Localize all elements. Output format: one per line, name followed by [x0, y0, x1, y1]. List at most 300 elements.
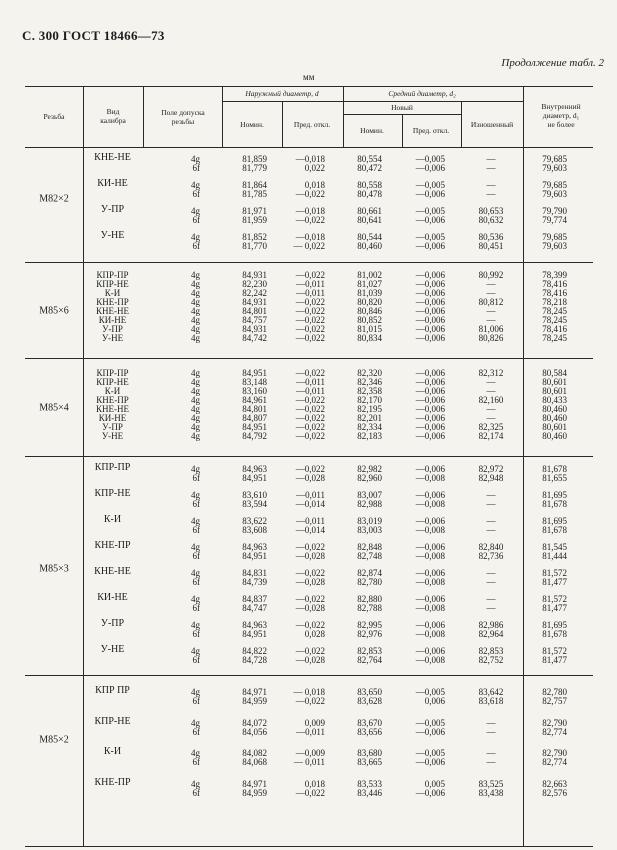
- cell-value: —0,022: [295, 215, 325, 225]
- cell-value: 80,641: [357, 215, 382, 225]
- cell-value: —0,006: [415, 431, 445, 441]
- cell-izn: [465, 369, 517, 441]
- cell-value: 83,160: [242, 386, 267, 396]
- cell-value: 80,460: [542, 413, 567, 423]
- cell-value: —: [486, 377, 496, 387]
- cell-value: 84,951: [242, 368, 267, 378]
- cell-value: —0,006: [415, 163, 445, 173]
- cell-value: 82,964: [478, 629, 504, 639]
- cell-value: — 0,018: [293, 687, 325, 697]
- unit-label: мм: [303, 72, 315, 82]
- cell-value: —: [486, 189, 496, 199]
- cell-value: 6f: [192, 189, 200, 199]
- cell-value: 4g: [191, 490, 200, 500]
- thread-label: М85×4: [39, 402, 69, 414]
- header-novy: Новый: [391, 103, 413, 112]
- cell-tol: [145, 369, 200, 441]
- cell-value: 81,852: [242, 232, 267, 242]
- cell-nom2: [340, 465, 382, 483]
- cell-value: —: [486, 727, 496, 737]
- cell-nom2: [340, 233, 382, 251]
- cell-value: 82,988: [357, 499, 382, 509]
- cell-value: 6f: [192, 696, 200, 706]
- cell-tol: [145, 543, 200, 561]
- cell-nom1: [225, 155, 267, 173]
- cell-value: 84,837: [242, 594, 267, 604]
- cell-value: —0,022: [295, 404, 325, 414]
- cell-value: 6f: [192, 241, 200, 251]
- cell-value: 4g: [191, 333, 200, 343]
- cell-value: 80,601: [542, 386, 567, 396]
- cell-value: —0,018: [295, 206, 325, 216]
- cell-value: 83,533: [357, 779, 382, 789]
- cell-value: 78,218: [542, 297, 567, 307]
- cell-value: 83,594: [242, 499, 267, 509]
- cell-value: 4g: [191, 279, 200, 289]
- cell-dev2: [400, 491, 445, 509]
- cell-tol: [145, 780, 200, 798]
- cell-value: 4g: [191, 687, 200, 697]
- cell-value: КНЕ-ПР: [96, 395, 129, 405]
- cell-dev1: [280, 719, 325, 737]
- cell-value: 81,477: [542, 655, 567, 665]
- cell-value: —0,006: [415, 306, 445, 316]
- cell-value: —0,022: [295, 568, 325, 578]
- cell-value: 82,748: [357, 551, 382, 561]
- cell-vnu: [525, 491, 567, 509]
- cell-value: 80,601: [542, 377, 567, 387]
- cell-value: 81,770: [242, 241, 267, 251]
- cell-value: 4g: [191, 404, 200, 414]
- cell-value: 84,742: [242, 333, 267, 343]
- cell-value: —0,006: [415, 413, 445, 423]
- cell-vnu: [525, 647, 567, 665]
- cell-value: 83,003: [357, 525, 382, 535]
- cell-nom2: [340, 621, 382, 639]
- cell-value: 84,931: [242, 270, 267, 280]
- cell-value: 80,460: [542, 404, 567, 414]
- cell-nom1: [225, 181, 267, 199]
- cell-value: КНЕ-НЕ: [94, 152, 131, 163]
- cell-value: —: [486, 499, 496, 509]
- cell-value: 82,663: [542, 779, 567, 789]
- cell-value: 78,245: [542, 306, 567, 316]
- cell-value: 4g: [191, 395, 200, 405]
- cell-value: 4g: [191, 413, 200, 423]
- cell-value: 82,242: [242, 288, 267, 298]
- cell-vnu: [525, 780, 567, 798]
- cell-value: КНЕ-НЕ: [96, 404, 129, 414]
- header-rezba: Резьба: [43, 112, 65, 121]
- cell-value: 82,230: [242, 279, 267, 289]
- cell-dev2: [400, 543, 445, 561]
- cell-value: 83,622: [242, 516, 267, 526]
- cell-value: —0,022: [295, 646, 325, 656]
- section-border: [25, 675, 593, 676]
- col-divider-nar-dev: [282, 101, 283, 148]
- cell-value: 82,960: [357, 473, 382, 483]
- cell-value: —0,005: [415, 748, 445, 758]
- cell-value: 79,603: [542, 163, 567, 173]
- cell-value: 83,438: [478, 788, 504, 798]
- cell-value: 84,961: [242, 395, 267, 405]
- cell-value: 4g: [191, 306, 200, 316]
- cell-kalibr: [85, 515, 140, 524]
- cell-kalibr: [85, 541, 140, 550]
- cell-nom2: [340, 543, 382, 561]
- cell-value: 80,460: [357, 241, 382, 251]
- cell-value: К-И: [104, 386, 121, 396]
- cell-value: —0,028: [295, 603, 325, 613]
- cell-value: 80,812: [478, 297, 504, 307]
- cell-vnu: [525, 369, 567, 441]
- cell-value: 81,678: [542, 499, 567, 509]
- cell-value: 6f: [192, 473, 200, 483]
- cell-value: 83,019: [357, 516, 382, 526]
- cell-kalibr: [85, 463, 140, 472]
- cell-value: 4g: [191, 516, 200, 526]
- cell-value: —0,022: [295, 306, 325, 316]
- cell-nom1: [225, 465, 267, 483]
- cell-value: 0,005: [424, 779, 445, 789]
- cell-value: 84,757: [242, 315, 267, 325]
- cell-value: 83,680: [357, 748, 382, 758]
- cell-tol: [145, 207, 200, 225]
- cell-value: 84,801: [242, 306, 267, 316]
- cell-value: —0,011: [296, 516, 325, 526]
- cell-nom1: [225, 543, 267, 561]
- cell-tol: [145, 719, 200, 737]
- cell-nom1: [225, 688, 267, 706]
- cell-value: 4g: [191, 368, 200, 378]
- cell-kalibr: [85, 179, 140, 188]
- cell-value: У-НЕ: [101, 333, 124, 343]
- cell-dev2: [400, 369, 445, 441]
- cell-tol: [145, 621, 200, 639]
- cell-nom1: [225, 719, 267, 737]
- cell-izn: [465, 155, 517, 173]
- cell-value: 84,951: [242, 422, 267, 432]
- cell-value: КПР-НЕ: [94, 488, 131, 499]
- cell-value: —0,005: [415, 718, 445, 728]
- cell-value: 4g: [191, 779, 200, 789]
- cell-value: 82,346: [357, 377, 382, 387]
- cell-value: 6f: [192, 499, 200, 509]
- cell-value: —: [486, 279, 496, 289]
- cell-tol: [145, 595, 200, 613]
- cell-dev2: [400, 569, 445, 587]
- cell-nom1: [225, 749, 267, 767]
- cell-value: 80,544: [357, 232, 382, 242]
- cell-value: 81,027: [357, 279, 382, 289]
- cell-nom2: [340, 491, 382, 509]
- cell-value: 4g: [191, 464, 200, 474]
- header-izn: Изношенный: [470, 120, 514, 129]
- cell-value: 6f: [192, 551, 200, 561]
- cell-value: 6f: [192, 163, 200, 173]
- cell-nom1: [225, 233, 267, 251]
- cell-value: —0,022: [295, 413, 325, 423]
- cell-value: 4g: [191, 542, 200, 552]
- cell-value: 4g: [191, 718, 200, 728]
- cell-value: —0,006: [415, 727, 445, 737]
- cell-value: КНЕ-НЕ: [96, 306, 129, 316]
- cell-value: 81,545: [542, 542, 567, 552]
- cell-value: КНЕ-ПР: [94, 540, 131, 551]
- cell-nom1: [225, 369, 267, 441]
- cell-kalibr: [85, 231, 140, 240]
- cell-nom1: [225, 595, 267, 613]
- cell-value: —0,006: [415, 422, 445, 432]
- cell-izn: [465, 719, 517, 737]
- cell-nom2: [340, 780, 382, 798]
- cell-value: 81,859: [242, 154, 267, 164]
- cell-tol: [145, 155, 200, 173]
- cell-value: —0,008: [415, 577, 445, 587]
- cell-value: 84,747: [242, 603, 267, 613]
- cell-value: 80,846: [357, 306, 382, 316]
- cell-izn: [465, 621, 517, 639]
- thread-label: М85×2: [39, 734, 69, 746]
- cell-kalibr: [85, 747, 140, 756]
- cell-nom2: [340, 719, 382, 737]
- cell-value: —0,006: [415, 620, 445, 630]
- cell-value: 4g: [191, 620, 200, 630]
- page-header: С. 300 ГОСТ 18466—73: [22, 28, 165, 43]
- cell-vnu: [525, 595, 567, 613]
- header-sred: Средний диаметр, d₂: [388, 89, 456, 98]
- cell-value: 81,695: [542, 516, 567, 526]
- cell-value: 82,790: [542, 748, 567, 758]
- cell-izn: [465, 595, 517, 613]
- cell-value: 82,736: [478, 551, 504, 561]
- cell-value: 84,951: [242, 551, 267, 561]
- cell-value: —0,005: [415, 154, 445, 164]
- cell-dev1: [280, 271, 325, 343]
- cell-value: —0,022: [295, 395, 325, 405]
- cell-nom2: [340, 647, 382, 665]
- cell-value: —0,028: [295, 473, 325, 483]
- cell-value: —: [486, 594, 496, 604]
- cell-value: —0,009: [295, 748, 325, 758]
- cell-value: 80,632: [478, 215, 504, 225]
- cell-value: —0,006: [415, 297, 445, 307]
- cell-value: —0,006: [415, 368, 445, 378]
- col-divider-nar: [222, 86, 223, 148]
- cell-dev1: [280, 369, 325, 441]
- cell-value: —0,022: [295, 696, 325, 706]
- cell-value: КНЕ-ПР: [94, 777, 131, 788]
- cell-dev1: [280, 517, 325, 535]
- cell-value: 6f: [192, 788, 200, 798]
- cell-kalibr: [85, 778, 140, 787]
- cell-izn: [465, 491, 517, 509]
- cell-value: 80,661: [357, 206, 382, 216]
- cell-value: —0,014: [295, 499, 325, 509]
- cell-value: —0,006: [415, 279, 445, 289]
- cell-value: 81,444: [542, 551, 567, 561]
- cell-value: —0,006: [415, 270, 445, 280]
- cell-value: 79,774: [542, 215, 567, 225]
- cell-value: —0,006: [415, 288, 445, 298]
- cell-value: 6f: [192, 757, 200, 767]
- cell-value: —0,006: [415, 189, 445, 199]
- cell-value: 4g: [191, 748, 200, 758]
- cell-value: 82,848: [357, 542, 382, 552]
- cell-value: —0,028: [295, 577, 325, 587]
- cell-value: —0,005: [415, 232, 445, 242]
- cell-dev1: [280, 647, 325, 665]
- cell-tol: [145, 465, 200, 483]
- cell-dev2: [400, 719, 445, 737]
- cell-izn: [465, 647, 517, 665]
- cell-value: 78,416: [542, 279, 567, 289]
- section-border: [25, 358, 593, 359]
- cell-value: КИ-НЕ: [98, 315, 127, 325]
- cell-value: 4g: [191, 568, 200, 578]
- cell-value: 4g: [191, 154, 200, 164]
- cell-dev1: [280, 233, 325, 251]
- cell-izn: [465, 543, 517, 561]
- cell-value: КПР-ПР: [96, 368, 129, 378]
- cell-value: 81,971: [242, 206, 267, 216]
- cell-value: —: [486, 577, 496, 587]
- cell-value: 84,728: [242, 655, 267, 665]
- cell-nom1: [225, 491, 267, 509]
- cell-value: —0,022: [295, 297, 325, 307]
- cell-value: 84,801: [242, 404, 267, 414]
- cell-vnu: [525, 233, 567, 251]
- cell-dev2: [400, 749, 445, 767]
- cell-value: 82,976: [357, 629, 382, 639]
- cell-dev2: [400, 207, 445, 225]
- cell-kalibr: [85, 593, 140, 602]
- cell-value: 78,416: [542, 324, 567, 334]
- cell-value: 81,572: [542, 594, 567, 604]
- table-top-border: [25, 86, 593, 87]
- cell-value: 79,603: [542, 189, 567, 199]
- cell-tol: [145, 271, 200, 343]
- cell-value: КПР-ПР: [94, 462, 131, 473]
- cell-value: 0,028: [304, 629, 325, 639]
- cell-value: КПР-ПР: [96, 270, 129, 280]
- cell-value: 81,006: [478, 324, 504, 334]
- cell-value: КПР ПР: [95, 685, 130, 696]
- cell-value: —0,006: [415, 788, 445, 798]
- cell-nom2: [340, 369, 382, 441]
- cell-nom1: [225, 621, 267, 639]
- cell-value: 79,685: [542, 154, 567, 164]
- cell-value: 84,963: [242, 542, 267, 552]
- cell-value: 6f: [192, 603, 200, 613]
- cell-value: 84,951: [242, 629, 267, 639]
- cell-value: 80,820: [357, 297, 382, 307]
- col-divider-vnu: [523, 86, 524, 846]
- cell-dev1: [280, 595, 325, 613]
- cell-value: 82,752: [478, 655, 504, 665]
- cell-vnu: [525, 155, 567, 173]
- cell-dev2: [400, 465, 445, 483]
- cell-dev1: [280, 181, 325, 199]
- cell-value: 82,774: [542, 727, 567, 737]
- cell-value: 84,951: [242, 473, 267, 483]
- cell-value: 82,790: [542, 718, 567, 728]
- cell-value: 82,780: [357, 577, 382, 587]
- cell-value: —0,005: [415, 687, 445, 697]
- cell-value: 84,931: [242, 324, 267, 334]
- cell-value: 83,650: [357, 687, 382, 697]
- cell-value: 83,670: [357, 718, 382, 728]
- cell-value: 81,678: [542, 525, 567, 535]
- cell-value: К-И: [104, 288, 121, 298]
- cell-value: —0,011: [296, 386, 325, 396]
- cell-value: 82,201: [357, 413, 382, 423]
- cell-tol: [145, 517, 200, 535]
- cell-value: 80,554: [357, 154, 382, 164]
- cell-value: —: [486, 404, 496, 414]
- cell-value: 82,948: [478, 473, 504, 483]
- cell-value: 84,072: [242, 718, 267, 728]
- cell-value: — 0,022: [293, 241, 325, 251]
- cell-value: 82,853: [357, 646, 382, 656]
- cell-vnu: [525, 517, 567, 535]
- cell-value: 84,068: [242, 757, 267, 767]
- cell-value: У-НЕ: [101, 431, 124, 441]
- cell-value: 4g: [191, 232, 200, 242]
- cell-value: 81,572: [542, 646, 567, 656]
- cell-nom2: [340, 207, 382, 225]
- cell-value: —0,011: [296, 377, 325, 387]
- cell-value: 80,558: [357, 180, 382, 190]
- cell-dev2: [400, 233, 445, 251]
- cell-dev2: [400, 595, 445, 613]
- cell-dev2: [400, 155, 445, 173]
- cell-value: 81,959: [242, 215, 267, 225]
- cell-value: —0,028: [295, 655, 325, 665]
- cell-value: 80,834: [357, 333, 382, 343]
- cell-vnu: [525, 543, 567, 561]
- cell-value: 81,015: [357, 324, 382, 334]
- cell-izn: [465, 233, 517, 251]
- cell-value: 82,183: [357, 431, 382, 441]
- cell-value: —: [486, 490, 496, 500]
- cell-vnu: [525, 719, 567, 737]
- cell-value: —0,014: [295, 525, 325, 535]
- cell-value: —0,022: [295, 620, 325, 630]
- cell-value: 81,779: [242, 163, 267, 173]
- cell-value: —0,006: [415, 516, 445, 526]
- cell-value: —0,008: [415, 473, 445, 483]
- cell-value: —: [486, 315, 496, 325]
- cell-value: 4g: [191, 206, 200, 216]
- cell-kalibr: [85, 567, 140, 576]
- cell-value: 82,880: [357, 594, 382, 604]
- cell-value: 83,148: [242, 377, 267, 387]
- cell-vnu: [525, 749, 567, 767]
- cell-value: 84,792: [242, 431, 267, 441]
- cell-nom1: [225, 780, 267, 798]
- cell-kalibr: [85, 619, 140, 628]
- header-pole: Поле допуска резьбы: [161, 108, 205, 126]
- cell-value: —0,022: [295, 270, 325, 280]
- cell-value: 84,831: [242, 568, 267, 578]
- cell-value: 84,959: [242, 788, 267, 798]
- cell-nom2: [340, 749, 382, 767]
- header-nar: Наружный диаметр, d: [245, 89, 319, 98]
- cell-value: —0,006: [415, 757, 445, 767]
- cell-value: 82,170: [357, 395, 382, 405]
- cell-value: 82,320: [357, 368, 382, 378]
